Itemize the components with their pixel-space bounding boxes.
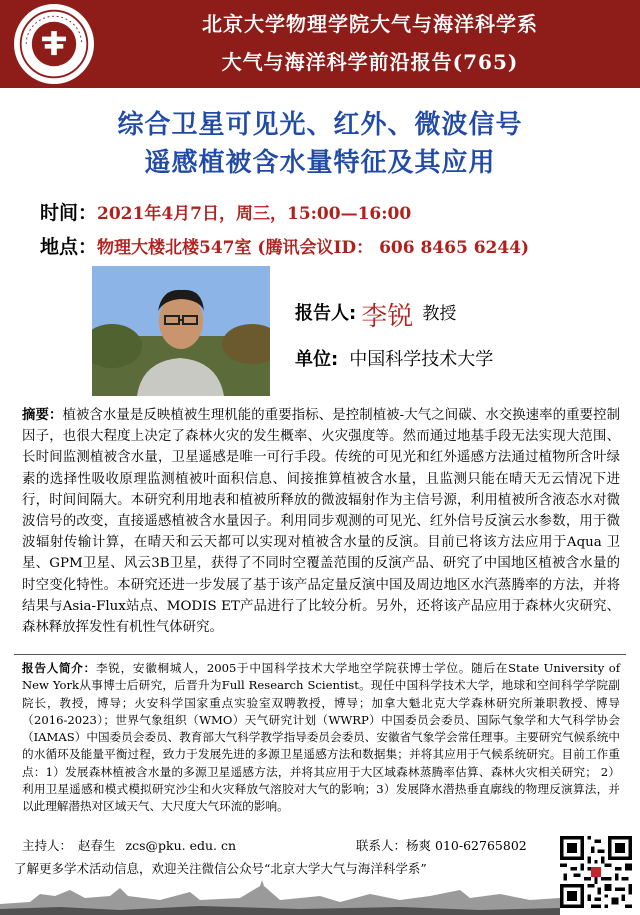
header-banner	[0, 0, 640, 88]
wechat-notice: 了解更多学术活动信息，欢迎关注微信公众号“北京大学大气与海洋科学系”	[14, 861, 427, 876]
time-label: 时间：	[40, 202, 98, 224]
affiliation-label: 单位:	[295, 349, 339, 370]
talk-title-line-1: 综合卫星可见光、红外、微波信号	[117, 110, 523, 140]
time-value: 2021年4月7日，周三，15:00—16:00	[97, 204, 412, 224]
place-row	[40, 232, 529, 259]
campus-skyline-image	[0, 876, 560, 915]
host-name: 赵春生	[78, 838, 116, 853]
department-name: 北京大学物理学院大气与海洋科学系	[202, 12, 538, 36]
time-row	[40, 198, 411, 225]
host-label: 主持人：	[22, 838, 73, 853]
bio-label: 报告人简介：	[22, 661, 96, 675]
contact-info	[356, 836, 527, 854]
abstract-paragraph	[22, 405, 620, 638]
speaker-row	[295, 296, 456, 333]
abstract-text: 植被含水量是反映植被生理机能的重要指标、是控制植被-大气之间碳、水交换速率的重要控制因子，也很大程度上决定了森林火灾的发生概率、火灾强度等。然而通过地基手段无法实现大范围、长时间监测植被含水量，卫星遥感是唯一可行手段。传统的可见光和红外遥感方法通过植物所含叶绿素的选择性吸收原理监测植被叶面积信息、间接推算植被含水量，且监测只能在晴天无云情况下进行，时间间隔大。本研究利用地表和植被所释放的微波辐射作为主信号源，利用植被所含液态水对微波信号的改变，直接遥感植被含水量因子。利用同步观测的可见光、红外信号反演云水参数，用于微波辐射传输计算，在晴天和云天都可以实现对植被含水量的反演。目前已将该方法应用于Aqua 卫星、GPM卫星、风云3B卫星，获得了不同时空覆盖范围的反演产品、研究了中国地区植被含水量的时空变化特性。本研究还进一步发展了基于该产品定量反演中国及周边地区水汽蒸腾率的方法，并将结果与Asia-Flux站点、MODIS ET产品进行了比较分析。另外，还将该产品应用于森林火灾研究、森林释放挥发性有机性气体研究。	[22, 408, 620, 636]
affiliation-value: 中国科学技术大学	[349, 349, 494, 370]
speaker-name: 李锐	[361, 302, 414, 332]
bio-text: 李锐，安徽桐城人，2005于中国科学技术大学地空学院获博士学位。随后在State University of New York从事博士后研究，后晋升为Full Research Scientist。现任中国科学技术大学，地球和空间科学学院副院长，教授，博导；火安科学国家重点实验室双聘教授，博导；加拿大魁北克大学森林研究所兼职教授、博导（2016-2023）；世界气象组织（WMO）天气研究计划（WWRP）中国委员会委员、国际气象学和大气科学协会（IAMAS）中国委员会委员、教育部大气科学教学指导委员会委员、安徽省气象学会常任理事。主要研究气候系统中的水循环及能量平衡过程，致力于发展先进的多源卫星遥感方法和数据集；并将其应用于气候系统研究。目前工作重点：1）发展森林植被含水量的多源卫星遥感方法，并将其应用于大区域森林蒸腾率估算、森林火灾相关研究； 2）利用卫星遥感和模式模拟研究沙尘和火灾释放气溶胶对大气的影响；3）发展降水潜热垂直廓线的物理反演算法，并以此理解潜热对区域天气、大尺度大气环流的影响。	[22, 661, 620, 814]
speaker-bio	[22, 660, 620, 816]
wechat-qr-code	[560, 836, 632, 908]
talk-title-line-2: 遥感植被含水量特征及其应用	[144, 148, 496, 178]
host-email[interactable]: zcs@pku. edu. cn	[125, 838, 237, 853]
seminar-series-title: 大气与海洋科学前沿报告(765)	[221, 50, 519, 74]
place-value: 物理大楼北楼547室 (腾讯会议ID： 606 8465 6244)	[97, 238, 530, 258]
speaker-label: 报告人:	[295, 303, 357, 324]
affiliation-row	[295, 345, 493, 371]
contact-phone: 010-62765802	[435, 838, 527, 853]
speaker-title: 教授	[422, 304, 457, 324]
contact-label: 联系人：	[356, 838, 407, 853]
peking-university-logo	[14, 4, 94, 84]
contact-name: 杨爽	[406, 838, 432, 853]
section-divider	[14, 654, 626, 655]
host-info	[22, 836, 242, 854]
speaker-photo	[92, 266, 270, 396]
abstract-label: 摘要：	[22, 407, 63, 423]
place-label: 地点：	[40, 236, 98, 258]
